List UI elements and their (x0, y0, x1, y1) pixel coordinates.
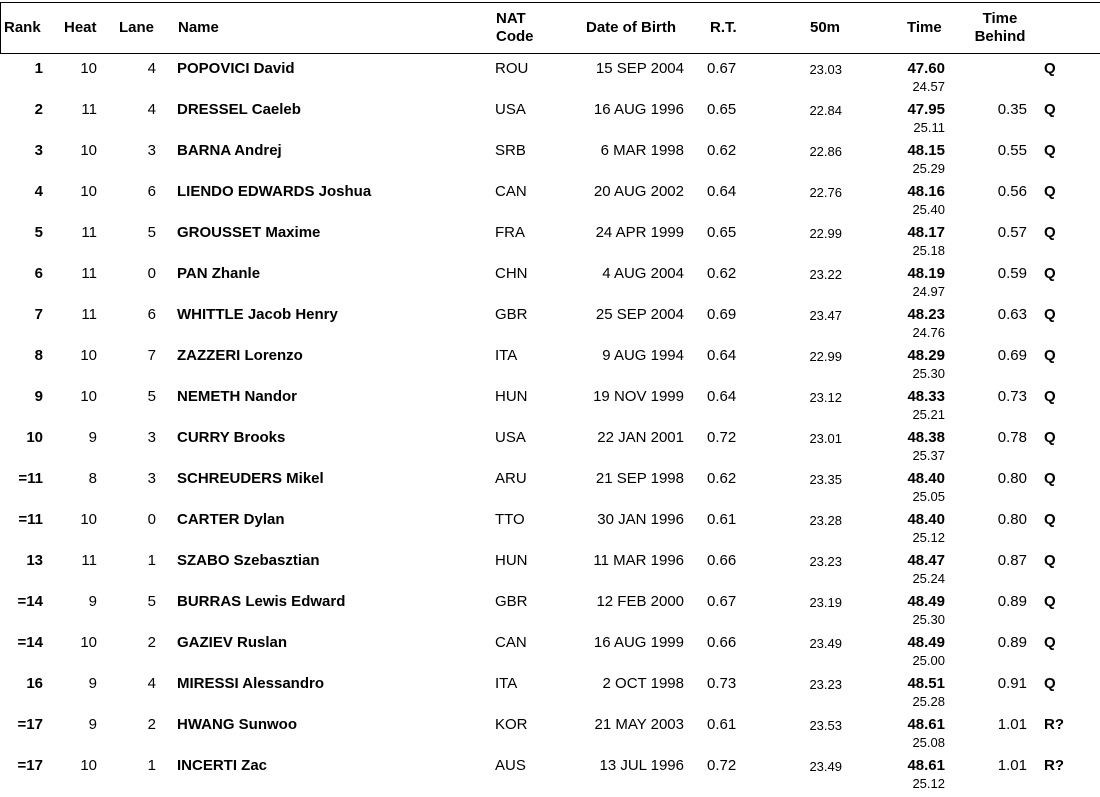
nat-code-cell: HUN (495, 552, 528, 569)
heat-cell: 10 (80, 511, 97, 528)
split-100m-cell: 25.29 (912, 161, 945, 176)
qualification-cell: Q (1044, 142, 1056, 159)
nat-code-cell: CHN (495, 265, 528, 282)
date-of-birth-cell: 21 MAY 2003 (594, 716, 684, 733)
final-time-cell: 48.15 (907, 142, 945, 159)
date-of-birth-cell: 19 NOV 1999 (593, 388, 684, 405)
nat-code-cell: ROU (495, 60, 529, 77)
split-50m-cell: 22.99 (809, 349, 842, 364)
athlete-name: GROUSSET Maxime (177, 224, 321, 241)
rank-cell: =14 (17, 634, 43, 651)
athlete-name: CURRY Brooks (177, 429, 286, 446)
table-row (0, 59, 1100, 100)
nat-code-cell: ITA (495, 675, 518, 692)
rank-cell: 4 (34, 183, 43, 200)
time-behind-cell: 0.63 (997, 306, 1027, 323)
athlete-name: HWANG Sunwoo (177, 716, 297, 733)
time-behind-cell: 0.57 (997, 224, 1027, 241)
split-50m-cell: 23.49 (809, 636, 842, 651)
reaction-time-cell: 0.61 (707, 511, 737, 528)
lane-cell: 5 (147, 593, 156, 610)
qualification-cell: Q (1044, 306, 1056, 323)
time-behind-cell: 0.80 (997, 470, 1027, 487)
athlete-name: MIRESSI Alessandro (177, 675, 324, 692)
table-row (0, 100, 1100, 141)
final-time-cell: 48.40 (907, 511, 945, 528)
rank-cell: 16 (26, 675, 43, 692)
athlete-name: BARNA Andrej (177, 142, 282, 159)
reaction-time-cell: 0.62 (707, 142, 737, 159)
qualification-cell: Q (1044, 388, 1056, 405)
rank-cell: =17 (17, 757, 43, 774)
split-50m-cell: 22.99 (809, 226, 842, 241)
athlete-name: CARTER Dylan (177, 511, 285, 528)
lane-cell: 7 (147, 347, 156, 364)
table-row (0, 756, 1100, 797)
lane-cell: 6 (147, 306, 156, 323)
time-behind-cell: 0.80 (997, 511, 1027, 528)
heat-cell: 11 (81, 101, 97, 118)
lane-cell: 0 (147, 265, 156, 282)
header-time-behind (969, 10, 1031, 46)
qualification-cell: R? (1044, 716, 1064, 733)
table-row (0, 715, 1100, 756)
split-100m-cell: 24.76 (912, 325, 945, 340)
heat-cell: 11 (81, 306, 97, 323)
heat-cell: 9 (88, 716, 97, 733)
qualification-cell: Q (1044, 634, 1056, 651)
heat-cell: 10 (80, 757, 97, 774)
lane-cell: 5 (147, 224, 156, 241)
athlete-name: DRESSEL Caeleb (177, 101, 301, 118)
rank-cell: =11 (18, 511, 43, 528)
final-time-cell: 48.29 (907, 347, 945, 364)
time-behind-cell: 0.87 (997, 552, 1027, 569)
split-50m-cell: 23.01 (809, 431, 842, 446)
table-row (0, 182, 1100, 223)
lane-cell: 6 (147, 183, 156, 200)
date-of-birth-cell: 22 JAN 2001 (597, 429, 684, 446)
split-50m-cell: 23.35 (809, 472, 842, 487)
date-of-birth-cell: 6 MAR 1998 (600, 142, 684, 159)
split-100m-cell: 25.18 (912, 243, 945, 258)
split-50m-cell: 23.12 (809, 390, 842, 405)
split-50m-cell: 23.22 (809, 267, 842, 282)
lane-cell: 3 (147, 470, 156, 487)
athlete-name: INCERTI Zac (177, 757, 268, 774)
table-row (0, 223, 1100, 264)
time-behind-cell: 0.89 (997, 593, 1027, 610)
header-nat-line2: Code (496, 28, 534, 45)
table-row (0, 428, 1100, 469)
lane-cell: 4 (147, 60, 156, 77)
date-of-birth-cell: 15 SEP 2004 (595, 60, 684, 77)
heat-cell: 9 (88, 593, 97, 610)
athlete-name: SCHREUDERS Mikel (177, 470, 324, 487)
split-50m-cell: 23.03 (809, 62, 842, 77)
time-behind-cell: 1.01 (997, 757, 1027, 774)
final-time-cell: 48.49 (907, 634, 945, 651)
time-behind-cell: 0.56 (997, 183, 1027, 200)
heat-cell: 10 (80, 142, 97, 159)
date-of-birth-cell: 11 MAR 1996 (593, 552, 684, 569)
table-row (0, 346, 1100, 387)
reaction-time-cell: 0.66 (707, 552, 737, 569)
header-date-of-birth: Date of Birth (586, 19, 676, 36)
nat-code-cell: KOR (495, 716, 528, 733)
reaction-time-cell: 0.72 (707, 429, 737, 446)
qualification-cell: Q (1044, 593, 1056, 610)
lane-cell: 4 (147, 675, 156, 692)
split-50m-cell: 23.23 (809, 677, 842, 692)
athlete-name: SZABO Szebasztian (177, 552, 320, 569)
athlete-name: POPOVICI David (177, 60, 295, 77)
date-of-birth-cell: 16 AUG 1999 (593, 634, 684, 651)
date-of-birth-cell: 13 JUL 1996 (599, 757, 684, 774)
split-50m-cell: 23.53 (809, 718, 842, 733)
split-100m-cell: 25.00 (912, 653, 945, 668)
split-50m-cell: 23.49 (809, 759, 842, 774)
table-row (0, 305, 1100, 346)
athlete-name: ZAZZERI Lorenzo (177, 347, 303, 364)
heat-cell: 10 (80, 183, 97, 200)
date-of-birth-cell: 9 AUG 1994 (602, 347, 684, 364)
qualification-cell: R? (1044, 757, 1064, 774)
split-50m-cell: 23.47 (809, 308, 842, 323)
split-100m-cell: 25.40 (912, 202, 945, 217)
time-behind-cell: 1.01 (997, 716, 1027, 733)
time-behind-cell: 0.69 (997, 347, 1027, 364)
split-100m-cell: 24.97 (912, 284, 945, 299)
table-row (0, 633, 1100, 674)
reaction-time-cell: 0.64 (707, 347, 737, 364)
qualification-cell: Q (1044, 470, 1056, 487)
final-time-cell: 48.40 (907, 470, 945, 487)
rank-cell: 3 (34, 142, 43, 159)
final-time-cell: 48.61 (907, 757, 945, 774)
date-of-birth-cell: 12 FEB 2000 (596, 593, 684, 610)
final-time-cell: 48.16 (907, 183, 945, 200)
final-time-cell: 48.23 (907, 306, 945, 323)
qualification-cell: Q (1044, 183, 1056, 200)
nat-code-cell: FRA (495, 224, 525, 241)
rank-cell: 7 (34, 306, 43, 323)
split-50m-cell: 22.84 (809, 103, 842, 118)
table-row (0, 387, 1100, 428)
final-time-cell: 48.38 (907, 429, 945, 446)
table-row (0, 469, 1100, 510)
heat-cell: 10 (80, 347, 97, 364)
rank-cell: 5 (34, 224, 43, 241)
heat-cell: 9 (88, 675, 97, 692)
heat-cell: 9 (88, 429, 97, 446)
rank-cell: 10 (26, 429, 43, 446)
qualification-cell: Q (1044, 101, 1056, 118)
lane-cell: 1 (147, 552, 156, 569)
split-50m-cell: 23.19 (809, 595, 842, 610)
header-heat: Heat (64, 19, 97, 36)
reaction-time-cell: 0.67 (707, 60, 737, 77)
rank-cell: 13 (26, 552, 43, 569)
split-100m-cell: 24.57 (912, 79, 945, 94)
heat-cell: 11 (81, 224, 97, 241)
nat-code-cell: CAN (495, 183, 527, 200)
final-time-cell: 48.47 (907, 552, 945, 569)
final-time-cell: 48.19 (907, 265, 945, 282)
reaction-time-cell: 0.67 (707, 593, 737, 610)
date-of-birth-cell: 30 JAN 1996 (597, 511, 684, 528)
lane-cell: 2 (147, 716, 156, 733)
header-lane: Lane (119, 19, 155, 36)
reaction-time-cell: 0.65 (707, 224, 737, 241)
date-of-birth-cell: 20 AUG 2002 (593, 183, 684, 200)
athlete-name: LIENDO EDWARDS Joshua (177, 183, 372, 200)
qualification-cell: Q (1044, 347, 1056, 364)
time-behind-cell: 0.55 (997, 142, 1027, 159)
time-behind-cell: 0.89 (997, 634, 1027, 651)
rank-cell: 2 (34, 101, 43, 118)
nat-code-cell: USA (495, 429, 526, 446)
split-50m-cell: 23.28 (809, 513, 842, 528)
qualification-cell: Q (1044, 60, 1056, 77)
header-behind-line2: Behind (974, 28, 1026, 45)
lane-cell: 0 (147, 511, 156, 528)
split-50m-cell: 23.23 (809, 554, 842, 569)
nat-code-cell: AUS (495, 757, 526, 774)
split-100m-cell: 25.05 (912, 489, 945, 504)
final-time-cell: 48.17 (907, 224, 945, 241)
qualification-cell: Q (1044, 429, 1056, 446)
header-rank: Rank (4, 19, 41, 36)
nat-code-cell: TTO (495, 511, 525, 528)
heat-cell: 11 (81, 552, 97, 569)
lane-cell: 3 (147, 142, 156, 159)
lane-cell: 3 (147, 429, 156, 446)
split-100m-cell: 25.12 (912, 776, 945, 791)
athlete-name: PAN Zhanle (177, 265, 261, 282)
final-time-cell: 48.33 (907, 388, 945, 405)
qualification-cell: Q (1044, 552, 1056, 569)
date-of-birth-cell: 25 SEP 2004 (595, 306, 684, 323)
table-row (0, 141, 1100, 182)
qualification-cell: Q (1044, 265, 1056, 282)
time-behind-cell: 0.91 (997, 675, 1027, 692)
time-behind-cell: 0.35 (997, 101, 1027, 118)
heat-cell: 10 (80, 634, 97, 651)
qualification-cell: Q (1044, 511, 1056, 528)
rank-cell: 6 (34, 265, 43, 282)
reaction-time-cell: 0.73 (707, 675, 737, 692)
final-time-cell: 48.51 (907, 675, 945, 692)
time-behind-cell: 0.73 (997, 388, 1027, 405)
final-time-cell: 47.95 (907, 101, 945, 118)
nat-code-cell: GBR (495, 306, 528, 323)
table-row (0, 674, 1100, 715)
reaction-time-cell: 0.64 (707, 388, 737, 405)
results-header (0, 2, 1100, 54)
rank-cell: =17 (17, 716, 43, 733)
athlete-name: WHITTLE Jacob Henry (177, 306, 338, 323)
nat-code-cell: CAN (495, 634, 527, 651)
split-100m-cell: 25.12 (912, 530, 945, 545)
nat-code-cell: ARU (495, 470, 527, 487)
table-row (0, 551, 1100, 592)
final-time-cell: 48.49 (907, 593, 945, 610)
nat-code-cell: USA (495, 101, 526, 118)
heat-cell: 10 (80, 388, 97, 405)
qualification-cell: Q (1044, 224, 1056, 241)
reaction-time-cell: 0.66 (707, 634, 737, 651)
athlete-name: GAZIEV Ruslan (177, 634, 288, 651)
heat-cell: 10 (80, 60, 97, 77)
heat-cell: 8 (88, 470, 97, 487)
split-50m-cell: 22.86 (809, 144, 842, 159)
nat-code-cell: GBR (495, 593, 528, 610)
table-row (0, 264, 1100, 305)
nat-code-cell: SRB (495, 142, 526, 159)
reaction-time-cell: 0.65 (707, 101, 737, 118)
reaction-time-cell: 0.61 (707, 716, 737, 733)
split-50m-cell: 22.76 (809, 185, 842, 200)
reaction-time-cell: 0.64 (707, 183, 737, 200)
lane-cell: 4 (147, 101, 156, 118)
reaction-time-cell: 0.72 (707, 757, 737, 774)
final-time-cell: 48.61 (907, 716, 945, 733)
split-100m-cell: 25.08 (912, 735, 945, 750)
rank-cell: =14 (17, 593, 43, 610)
header-reaction-time: R.T. (710, 19, 737, 36)
header-50m: 50m (810, 19, 841, 36)
rank-cell: 1 (34, 60, 43, 77)
rank-cell: 9 (34, 388, 43, 405)
split-100m-cell: 25.30 (912, 366, 945, 381)
lane-cell: 5 (147, 388, 156, 405)
reaction-time-cell: 0.62 (707, 265, 737, 282)
final-time-cell: 47.60 (907, 60, 945, 77)
split-100m-cell: 25.21 (912, 407, 945, 422)
date-of-birth-cell: 21 SEP 1998 (595, 470, 684, 487)
qualification-cell: Q (1044, 675, 1056, 692)
rank-cell: =11 (18, 470, 43, 487)
table-row (0, 510, 1100, 551)
date-of-birth-cell: 4 AUG 2004 (602, 265, 684, 282)
time-behind-cell: 0.78 (997, 429, 1027, 446)
split-100m-cell: 25.11 (913, 120, 945, 135)
header-name: Name (178, 19, 219, 36)
nat-code-cell: HUN (495, 388, 528, 405)
lane-cell: 1 (147, 757, 156, 774)
split-100m-cell: 25.28 (912, 694, 945, 709)
date-of-birth-cell: 24 APR 1999 (595, 224, 684, 241)
time-behind-cell: 0.59 (997, 265, 1027, 282)
reaction-time-cell: 0.62 (707, 470, 737, 487)
lane-cell: 2 (147, 634, 156, 651)
split-100m-cell: 25.30 (912, 612, 945, 627)
split-100m-cell: 25.24 (912, 571, 945, 586)
split-100m-cell: 25.37 (912, 448, 945, 463)
heat-cell: 11 (81, 265, 97, 282)
athlete-name: BURRAS Lewis Edward (177, 593, 346, 610)
header-nat-line1: NAT (496, 10, 526, 27)
header-behind-line1: Time (982, 10, 1018, 27)
nat-code-cell: ITA (495, 347, 518, 364)
date-of-birth-cell: 16 AUG 1996 (593, 101, 684, 118)
header-nat-code (496, 10, 534, 46)
table-row (0, 592, 1100, 633)
date-of-birth-cell: 2 OCT 1998 (602, 675, 684, 692)
athlete-name: NEMETH Nandor (177, 388, 297, 405)
rank-cell: 8 (34, 347, 43, 364)
reaction-time-cell: 0.69 (707, 306, 737, 323)
header-time: Time (907, 19, 942, 36)
